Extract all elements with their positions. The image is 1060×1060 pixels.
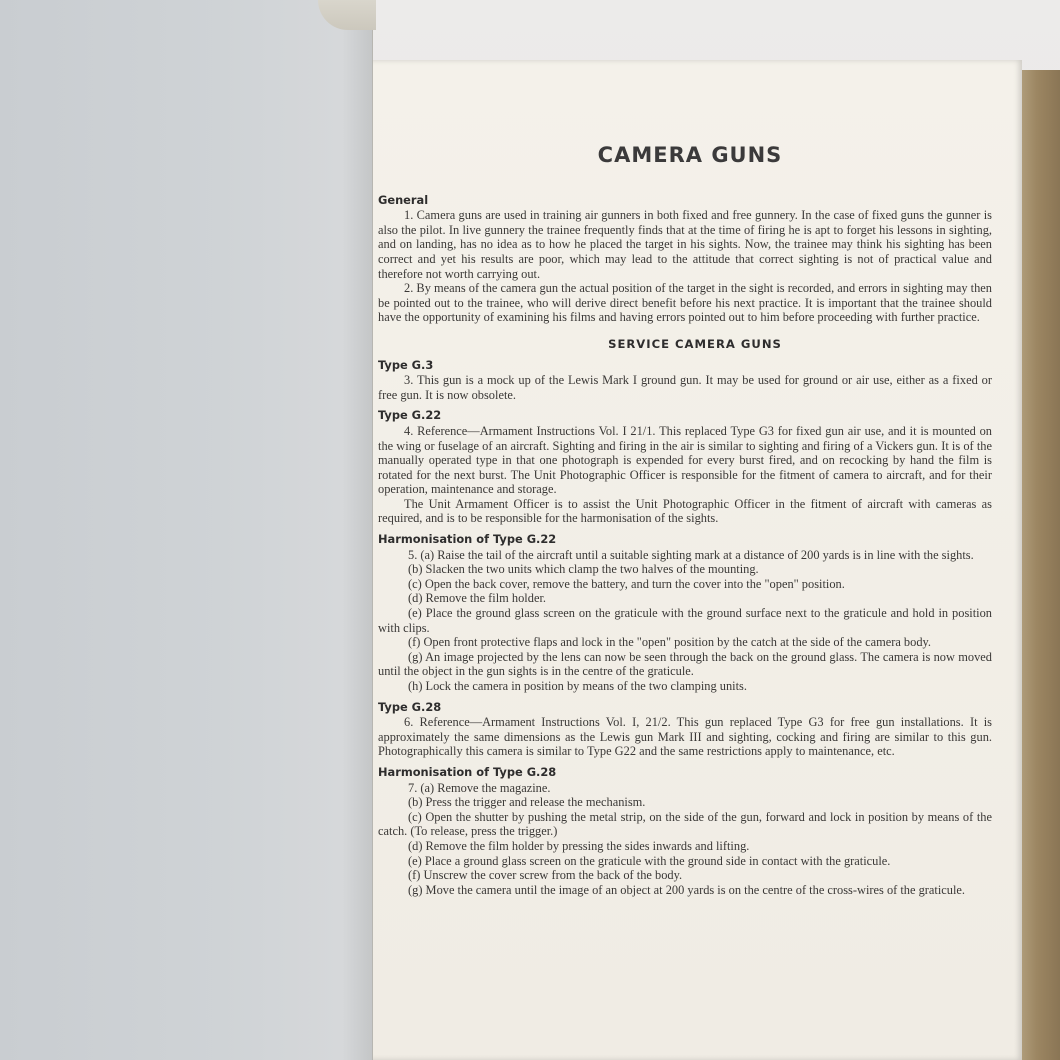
type-g22-paragraph-1: 4. Reference—Armament Instructions Vol. I 21/1. This replaced Type G3 for fixed gun air use, and it is mounted on the wing or fuselage of an aircraft. Sighting and firing in the air is similar to sighting and firing of a Vickers gun. It is of the manually operated type in that one photograph is expended for every burst fired, and on recocking by hand the film is rotated for the next burst. The Unit Photographic Officer is responsible for the fitment of camera to aircraft, and for their operation, maintenance and storage. <box>378 423 992 497</box>
harm22-item: (f) Open front protective flaps and lock in the "open" position by the catch at the side of the camera body. <box>408 635 932 650</box>
general-paragraph-2: 2. By means of the camera gun the actual position of the target in the sight is recorded, and errors in sighting may then be pointed out to the trainee, who will derive direct benefit before his next practice. It is important that the trainee should have the opportunity of examining his films and having errors pointed out to him before proceeding with further practice. <box>378 281 992 325</box>
harm22-item: (h) Lock the camera in position by means of the two clamping units. <box>408 679 747 693</box>
type-g22-heading: Type G.22 <box>378 408 442 423</box>
page-content <box>378 143 992 897</box>
harm22-item: (d) Remove the film holder. <box>408 591 546 606</box>
service-camera-guns-heading: SERVICE CAMERA GUNS <box>608 336 782 351</box>
harm28-item: (d) Remove the film holder by pressing the sides inwards and lifting. <box>408 838 750 853</box>
harm28-item: 7. (a) Remove the magazine. <box>408 780 551 795</box>
harm28-item: (g) Move the camera until the image of an object at 200 yards is on the centre of the cross-wires of the graticule. <box>408 882 966 897</box>
book-cover-edge <box>1018 70 1060 1060</box>
harm22-item: (c) Open the back cover, remove the battery, and turn the cover into the "open" position. <box>408 576 845 591</box>
page-title: CAMERA GUNS <box>597 143 783 167</box>
harm28-item: (e) Place a ground glass screen on the graticule with the ground side in contact with the graticule. <box>408 853 891 868</box>
left-page <box>0 0 373 1060</box>
type-g3-paragraph: 3. This gun is a mock up of the Lewis Mark I ground gun. It may be used for ground or air use, either as a fixed or free gun. It is now obsolete. <box>378 373 992 402</box>
harmonisation-g22-heading: Harmonisation of Type G.22 <box>378 532 557 547</box>
type-g28-paragraph: 6. Reference—Armament Instructions Vol. I, 21/2. This gun replaced Type G3 for free gun installations. It is approximately the same dimensions as the Lewis gun Mark III and sighting, cocking and firing are similar to this gun. Photographically this camera is similar to Type G22 and the same restrictions apply to maintenance, etc. <box>378 715 992 759</box>
harmonisation-g28-heading: Harmonisation of Type G.28 <box>378 764 557 779</box>
harm28-item: (f) Unscrew the cover screw from the back of the body. <box>408 868 683 883</box>
harm28-item: (b) Press the trigger and release the mechanism. <box>408 795 646 810</box>
general-paragraph-1: 1. Camera guns are used in training air gunners in both fixed and free gunnery. In the case of fixed guns the gunner is also the pilot. In live gunnery the trainee frequently finds that at the time of firing he is apt to forget his lessons in sighting, and on landing, has no idea as to how he placed the target in his sights. Now, the trainee may think his sighting has been correct and yet his results are poor, which may lead to the attitude that correct sighting is not of practical value and therefore not worth carrying out. <box>378 208 992 281</box>
harm22-item: (b) Slacken the two units which clamp the two halves of the mounting. <box>408 562 759 577</box>
harm28-item: (c) Open the shutter by pushing the metal strip, on the side of the gun, forward and lock in position by means of the catch. (To release, press the trigger.) <box>378 809 992 839</box>
general-heading: General <box>378 192 429 207</box>
harm22-item: 5. (a) Raise the tail of the aircraft until a suitable sighting mark at a distance of 200 yards is in line with the sights. <box>408 547 974 562</box>
type-g3-heading: Type G.3 <box>378 357 434 372</box>
type-g28-heading: Type G.28 <box>378 699 442 714</box>
harm22-item: (e) Place the ground glass screen on the graticule with the ground surface next to the graticule and hold in position with clips. <box>378 606 992 635</box>
type-g22-paragraph-2: The Unit Armament Officer is to assist the Unit Photographic Officer in the fitment of aircraft with cameras as required, and is to be responsible for the harmonisation of the sights. <box>378 496 992 526</box>
harm22-item: (g) An image projected by the lens can now be seen through the back on the ground glass. The camera is now moved until the object in the gun sights is in the centre of the graticule. <box>378 649 992 679</box>
